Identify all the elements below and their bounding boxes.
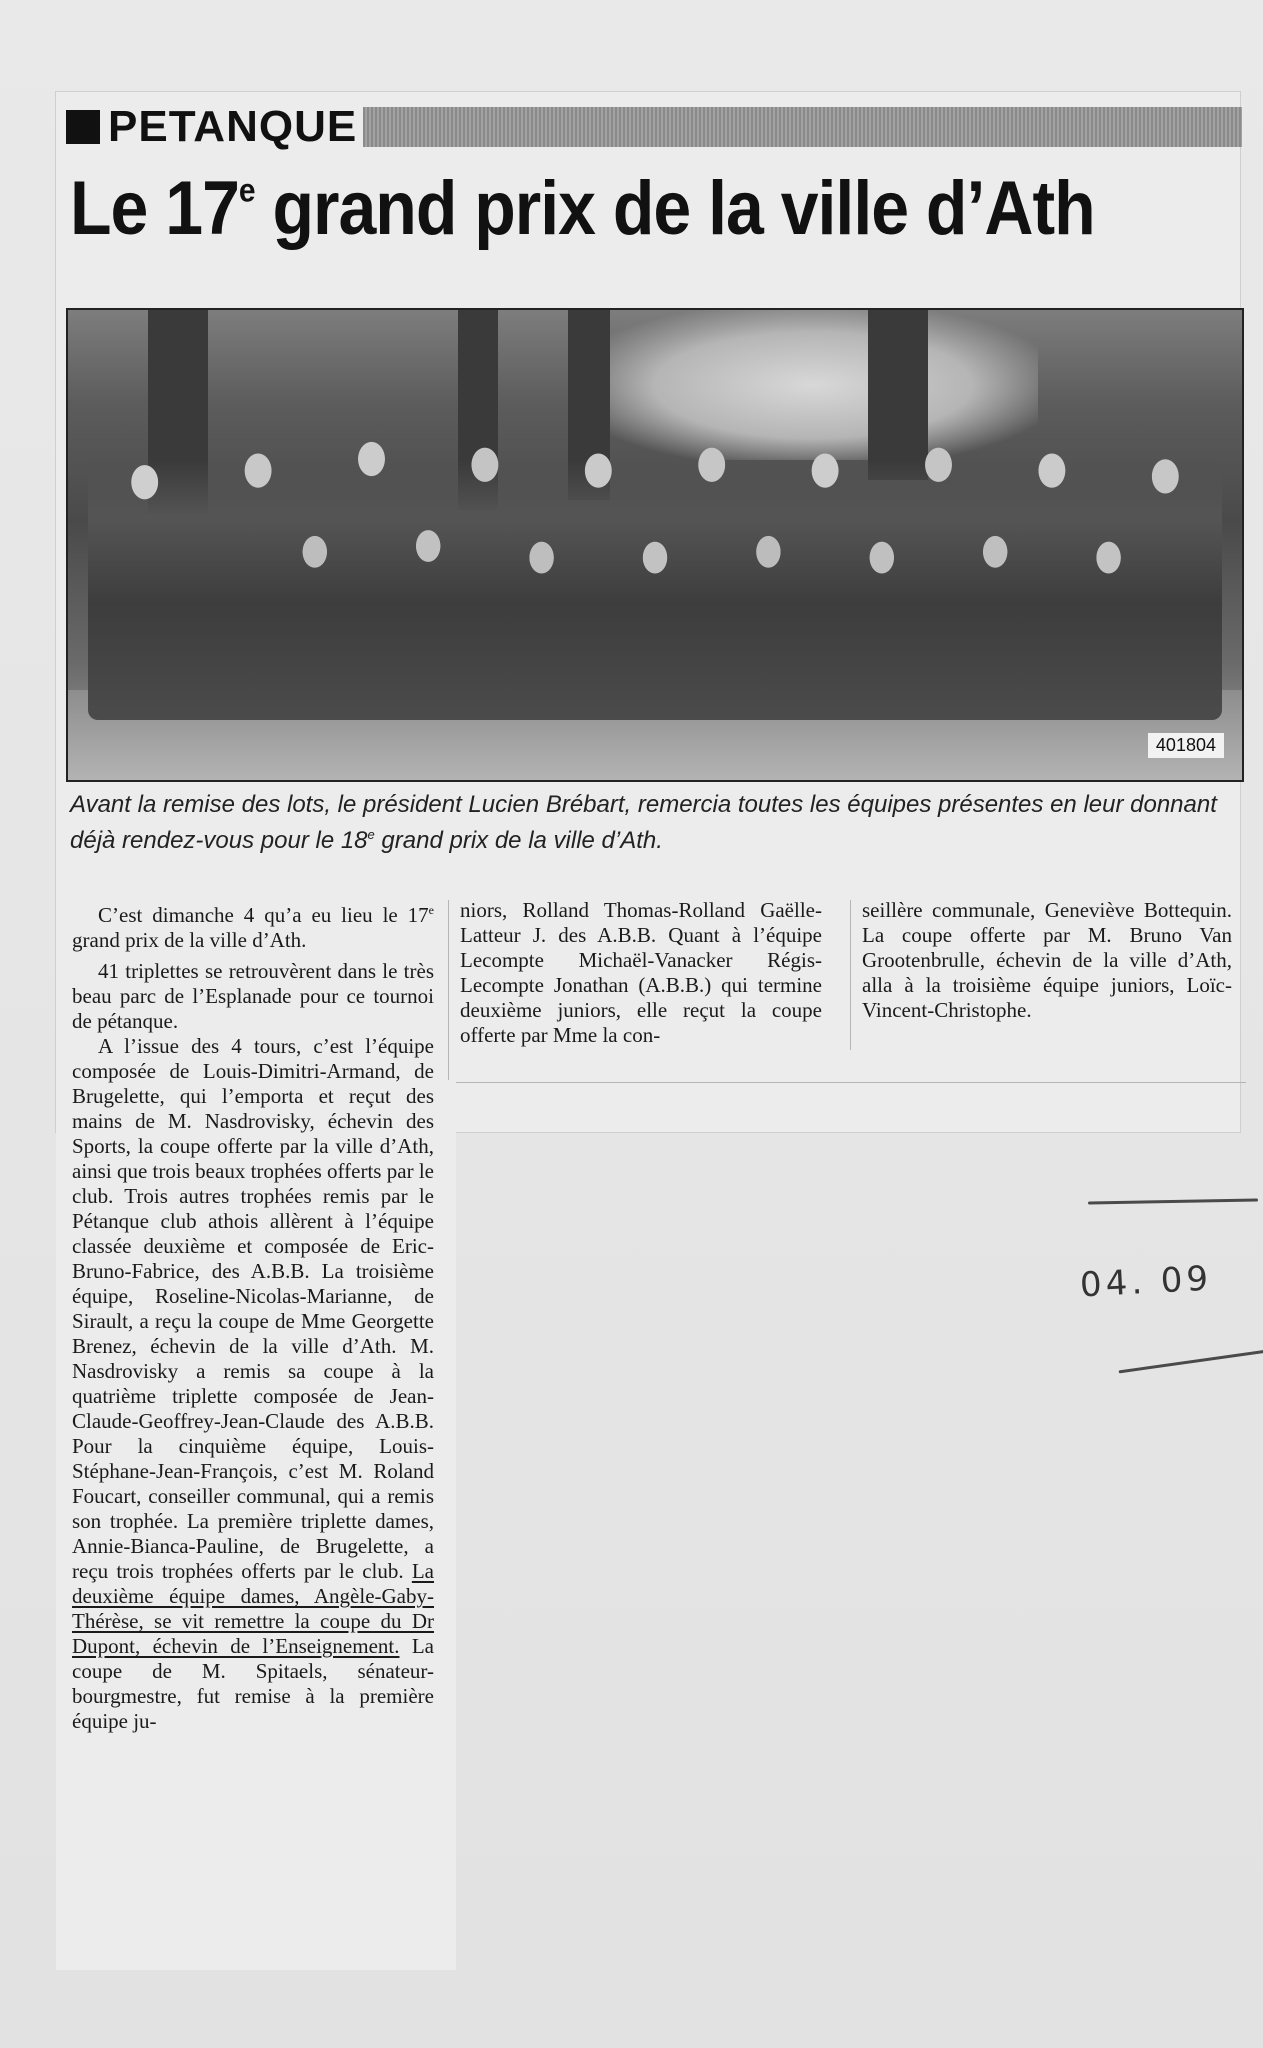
headline-part-1: Le 17 — [70, 165, 239, 251]
paragraph — [72, 898, 434, 953]
paragraph: niors, Rolland Thomas-Rolland Gaëlle-Latteur J. des A.B.B. Quant à l’équipe Lecompte Michaël-Vanacker Régis-Lecompte Jonathan (A.B.B.) qui termine deuxième juniors, elle reçut la coupe offerte par Mme la con- — [460, 898, 822, 1047]
section-label: PETANQUE — [108, 102, 358, 151]
paragraph: seillère communale, Geneviève Bottequin. La coupe offerte par M. Bruno Van Grootenbrulle, échevin de la ville d’Ath, alla à la troisième équipe juniors, Loïc-Vincent-Christophe. — [862, 898, 1232, 1022]
paragraph-text: A l’issue des 4 tours, c’est l’équipe composée de Louis-Dimitri-Armand, de Brugelette, qui l’emporta et reçut des mains de M. Nasdrovisky, échevin des Sports, la coupe offerte par la ville d’Ath, ainsi que trois beaux trophées offerts par le club. Trois autres trophées remis par le Pétanque club athois allèrent à l’équipe classée deuxième et composée de Eric-Bruno-Fabrice, des A.B.B. La troisième équipe, Roseline-Nicolas-Marianne, de Sirault, a reçu la coupe de Mme Georgette Brenez, échevin de la ville d’Ath. M. Nasdrovisky a remis sa coupe à la quatrième triplette composée de Jean-Claude-Geoffrey-Jean-Claude des A.B.B. Pour la cinquième équipe, Louis-Stéphane-Jean-François, c’est M. Roland Foucart, conseiller communal, qui a remis son trophée. La première triplette dames, Annie-Bianca-Pauline, de Brugelette, a reçu trois trophées offerts par le club. — [72, 1034, 434, 1583]
section-bar — [363, 107, 1242, 147]
paragraph-text: La coupe de M. Spitaels, sénateur-bourgmestre, fut remise à la première équipe ju- — [72, 1634, 434, 1733]
clipping-bottom-edge — [456, 1082, 1246, 1083]
paragraph-superscript: e — [428, 903, 434, 917]
column-divider — [448, 900, 449, 1080]
caption-part-1: Avant la remise des lots, le président Lucien Brébart, remercia toutes les équipes présentes en leur donnant déjà rendez-vous pour le 18 — [70, 791, 1217, 854]
section-square-icon — [66, 110, 100, 144]
headline-superscript: e — [238, 172, 255, 210]
paragraph — [72, 1034, 434, 1734]
paragraph-text: C’est dimanche 4 qu’a eu lieu le 17 — [98, 903, 429, 927]
article-column-1 — [72, 898, 434, 1734]
headline — [70, 165, 1220, 251]
group-photo — [66, 308, 1244, 782]
article-column-3 — [862, 898, 1232, 1023]
caption-superscript: e — [367, 827, 375, 842]
article-column-2 — [460, 898, 822, 1048]
section-kicker — [66, 104, 1242, 150]
headline-part-2: grand prix de la ville d’Ath — [254, 165, 1095, 251]
paragraph-text: grand prix de la ville d’Ath. — [72, 928, 307, 952]
caption-part-2: grand prix de la ville d’Ath. — [374, 827, 663, 854]
photo-crowd — [88, 430, 1222, 720]
handwritten-date: 04. 09 — [1079, 1258, 1214, 1306]
photo-caption — [70, 790, 1240, 856]
photo-reference-number: 401804 — [1148, 733, 1224, 758]
paragraph: 41 triplettes se retrouvèrent dans le très beau parc de l’Esplanade pour ce tournoi de pétanque. — [72, 959, 434, 1033]
column-divider — [850, 900, 851, 1050]
underlined-passage: La deuxième équipe dames, Angèle-Gaby-Thérèse, se vit remettre la coupe du Dr Dupont, échevin de l’Enseignement. — [72, 1559, 434, 1658]
